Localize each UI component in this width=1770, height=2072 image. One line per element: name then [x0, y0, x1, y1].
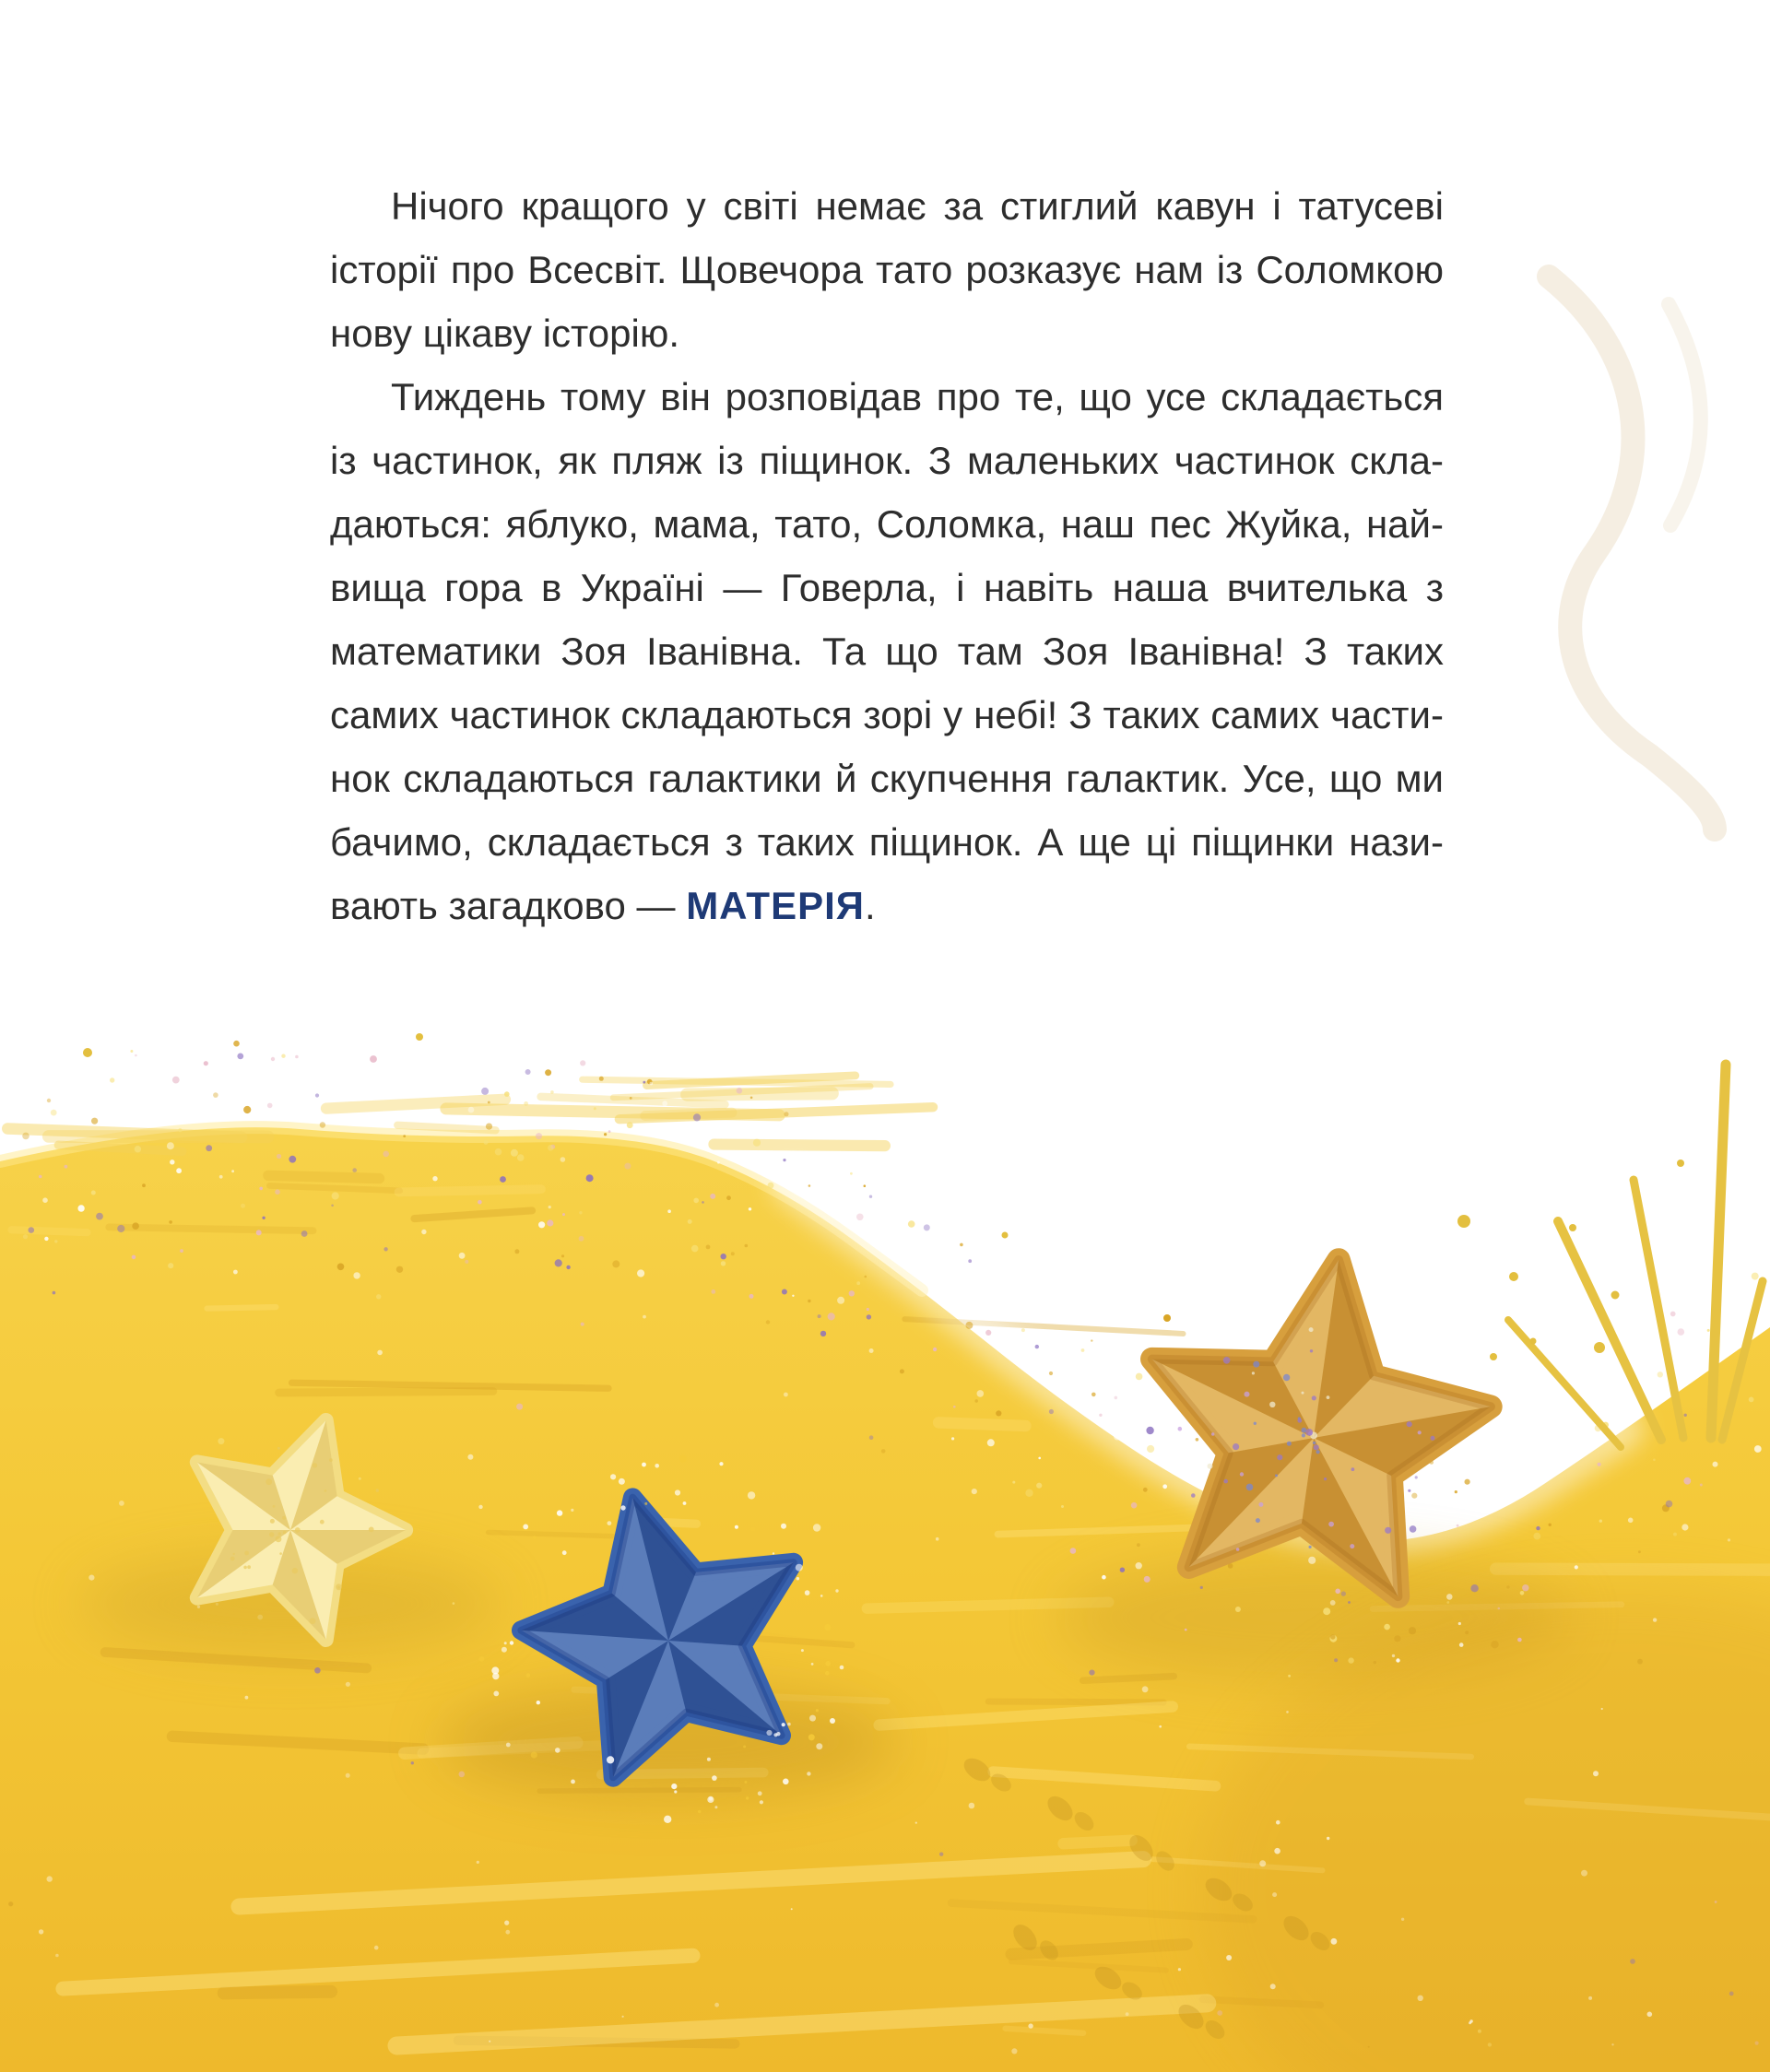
swirl-stroke-small	[1669, 304, 1701, 525]
story-paragraph-2	[330, 365, 1444, 937]
grass-blade	[1508, 1320, 1621, 1447]
story-text	[330, 174, 1444, 937]
faint-watercolor-swirl	[1438, 221, 1770, 885]
paragraph-2-text: Тиждень тому він розповідав про те, що усе складається із частинок, як пляж із піщинок. З маленьких частинок складаються: яблуко, мама, тато, Соломка, наш пес Жуйка, найвища гора в Україні — Говерла, і навіть наша вчителька з математики Зоя Іванівна. Та що там Зоя Іванівна! З таких самих частинок складаються зорі у небі! З таких самих частинок складаються галактики й скупчення галактик. Усе, що ми бачимо, складається з таких піщинок. А ще ці піщинки називають загадково —	[330, 375, 1444, 927]
paragraph-2-period: .	[864, 884, 876, 927]
beach-illustration	[0, 1014, 1770, 2072]
story-paragraph-1	[330, 174, 1444, 365]
materia-word: МАТЕРІЯ	[686, 884, 865, 927]
paragraph-1-text: Нічого кращого у світі немає за стиглий кавун і татусеві історії про Всесвіт. Щовечора тато розказує нам із Соломкою нову цікаву історію.	[330, 184, 1444, 355]
sand-dune	[0, 1041, 1770, 2072]
